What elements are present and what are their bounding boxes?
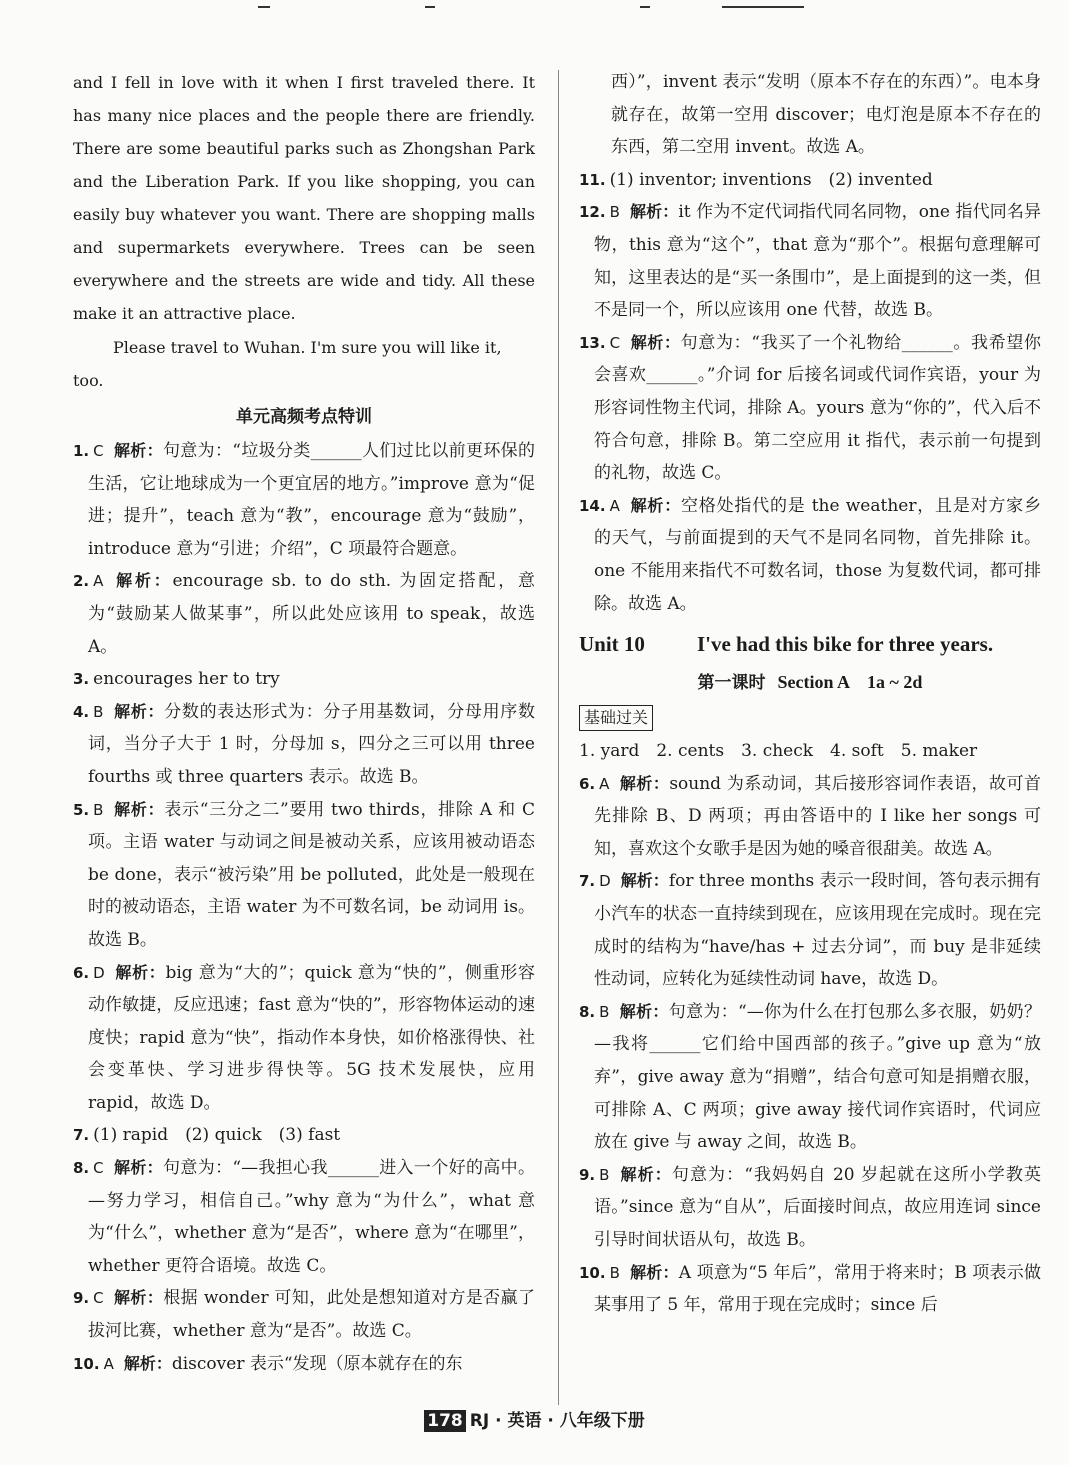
answer-item [579,1159,1041,1257]
item-text: 句意为：“我买了一个礼物给______。我希望你会喜欢______。”介词 for 后接名词或代词作宾语，your 为形容词性物主代词，排除 A。yours 意为“你的”，代入后不符合句意，排除 B。第二空应用 it 指代，表示前一句提到的礼物，故选 C。 [594,332,1041,484]
item-number: 7. [73,1126,90,1145]
vocab-answers: 1. yard 2. cents 3. check 4. soft 5. maker [579,741,978,762]
item-number: 8. [73,1159,90,1178]
item-text: A 项意为“5 年后”，常用于将来时；B 项表示做某事用了 5 年，常用于现在完成时；since 后 [594,1262,1041,1316]
item-number: 9. [579,1165,596,1184]
answer-item [73,957,535,1120]
lesson-section: Section A 1a ~ 2d [777,672,923,693]
item-number: 3. [73,670,90,689]
item-number: 8. [579,1002,596,1021]
item-text: encourage sb. to do sth. 为固定搭配，意为“鼓励某人做某事”，所以此处应该用 to speak，故选 A。 [88,571,535,657]
item-analysis-label: 解析： [113,1288,164,1308]
item-answer: A [609,496,620,515]
basic-practice-label: 基础过关 [579,705,653,731]
lesson-cn: 第一课时 [697,673,766,694]
unit-number: Unit 10 [579,632,645,657]
item-number: 7. [579,872,596,891]
item-number: 9. [73,1289,90,1308]
answer-item [73,1282,535,1347]
lesson-title [579,664,1041,701]
answer-item [579,490,1041,620]
item-answer: D [599,872,611,891]
answer-item [73,663,535,696]
item-answer: B [609,1263,620,1282]
item-analysis-label: 解析： [619,1001,669,1021]
item-answer: A [103,1354,114,1373]
item-analysis-label: 解析： [113,571,173,591]
item-number: 12. [579,203,606,222]
item-text: it 作为不定代词指代同名同物，one 指代同名异物，this 意为“这个”，that 意为“那个”。根据句意理解可知，这里表达的是“买一条围巾”，是上面提到的这一类，但不是同一个，所以应该用 one 代替，故选 B。 [594,202,1041,321]
item-answer: B [93,800,104,819]
item-answer: B [93,702,104,721]
item-answer: A [599,774,610,793]
item-number: 13. [579,333,606,352]
answer-item [579,1257,1041,1322]
answer-list-left [73,435,535,1380]
answer-item [579,768,1041,866]
answer-item [579,996,1041,1159]
item-answer: B [599,1165,610,1184]
item-analysis-label: 解析： [629,495,681,515]
item-text: 空格处指代的是 the weather，且是对方家乡的天气，与前面提到的天气不是同名同物，首先排除 it。one 不能用来指代不可数名词，those 为复数代词，都可排除。故选 A。 [594,495,1041,614]
item-answer: C [93,1159,104,1178]
answer-continuation: 西）”，invent 表示“发明（原本不存在的东西）”。电本身就存在，故第一空用 discover；电灯泡是原本不存在的东西，第二空用 invent。故选 A。 [611,72,1041,158]
answer-item [579,164,1041,197]
footer-text: RJ · 英语 · 八年级下册 [469,1411,645,1431]
item-text: big 意为“大的”；quick 意为“快的”，侧重形容动作敏捷，反应迅速；fast 意为“快的”，形容物体运动的速度快；rapid 意为“快”，指动作本身快，如价格涨得快、社会变革快、学习进步得快等。5G 技术发展快，应用 rapid，故选 D。 [88,962,535,1113]
item-text: 句意为：“我妈妈自 20 岁起就在这所小学教英语。”since 意为“自从”，后面接时间点，故应用连词 since 引导时间状语从句，故选 B。 [594,1164,1041,1250]
passage-paragraph: and I fell in love with it when I first traveled there. It has many nice places and the people there are friendly. There are some beautiful parks such as Zhongshan Park and the Liberation Park. If you like shopping, you can easily buy whatever you want. There are shopping malls and supermarkets everywhere. Trees can be seen everywhere and the streets are wide and tidy. All these make it an attractive place. [73,73,535,323]
item-number: 1. [73,442,90,460]
item-answer: C [93,1289,104,1308]
item-text: 句意为：“—你为什么在打包那么多衣服，奶奶？—我将______它们给中国西部的孩子。”give up 意为“放弃”，give away 意为“捐赠”，结合句意可知是捐赠衣服，可排除 A、C 两项；give away 接代词作宾语时，代词应放在 give 与 away 之间，故选 B。 [594,1001,1041,1153]
unit-title [579,624,1041,664]
answer-item [73,1348,535,1381]
answer-item [73,565,535,663]
item-analysis-label: 解析： [113,1158,164,1178]
item-answer: D [93,963,105,982]
item-text: encourages her to try [93,669,280,690]
answer-list-right [579,164,1041,620]
answer-item [73,435,535,565]
answer-item [73,794,535,957]
column-divider [558,70,559,1405]
right-column [579,66,1041,1322]
item-analysis-label: 解析： [619,1164,672,1184]
item-text: for three months 表示一段时间，答句表示拥有小汽车的状态一直持续到现在，应该用现在完成时。现在完成时的结构为“have/has + 过去分词”，而 buy 是非延续性动词，应转化为延续性动词 have，故选 D。 [594,871,1041,990]
item-answer: A [93,572,104,591]
item-number: 14. [579,496,606,515]
item-text: (1) inventor; inventions (2) invented [609,169,933,190]
item-analysis-label: 解析： [619,773,670,793]
item-analysis-label: 解析： [114,962,166,982]
item-analysis-label: 解析： [113,701,165,721]
item-number: 5. [73,800,90,819]
section-heading: 单元高频考点特训 [236,407,372,427]
item-analysis-label: 解析： [629,202,679,222]
item-number: 10. [73,1354,100,1373]
item-text: sound 为系动词，其后接形容词作表语，故可首先排除 B、D 两项；再由答语中的 I like her songs 可知，喜欢这个女歌手是因为她的嗓音很甜美。故选 A。 [594,773,1041,859]
item-text: 表示“三分之二”要用 two thirds，排除 A 和 C 项。主语 water 与动词之间是被动关系，应该用被动语态 be done，表示“被污染”用 be polluted，此处是一般现在时的被动语态，主语 water 为不可数名词，be 动词用 is。故选 B。 [88,799,535,950]
item-analysis-label: 解析： [630,332,681,352]
answer-item [579,196,1041,326]
answer-item [73,1152,535,1282]
item-answer: B [599,1002,610,1021]
item-text: 句意为：“—我担心我______进入一个好的高中。—努力学习，相信自己。”why 意为“为什么”，what 意为“什么”，whether 意为“是否”，where 意为“在哪里”，whether 更符合语境。故选 C。 [88,1158,535,1276]
item-number: 4. [73,702,90,721]
item-text: 句意为：“垃圾分类______人们过比以前更环保的生活，它让地球成为一个更宜居的地方。”improve 意为“促进；提升”，teach 意为“教”，encourage 意为“鼓励”，introduce 意为“引进；介绍”，C 项最符合题意。 [88,441,536,559]
item-text: (1) rapid (2) quick (3) fast [93,1125,341,1146]
page-footer [0,1406,1069,1432]
page-number: 178 [424,1410,466,1432]
item-text: discover 表示“发现（原本就存在的东 [171,1353,463,1374]
item-number: 2. [73,572,90,591]
item-number: 10. [579,1263,606,1282]
answer-item [579,327,1041,490]
item-number: 6. [579,774,596,793]
left-column [73,66,535,1380]
answer-list-right-2 [579,768,1041,1322]
item-number: 6. [73,963,90,982]
item-answer: B [609,203,620,222]
answer-item [73,1119,535,1152]
item-answer: C [609,333,621,352]
item-text: 分数的表达形式为：分子用基数词，分母用序数词，当分子大于 1 时，分母加 s，四分之三可以用 three fourths 或 three quarters 表示。故选 B。 [88,701,535,787]
item-number: 11. [579,170,606,189]
passage-closing: Please travel to Wuhan. I'm sure you will like it, too. [73,338,502,390]
item-analysis-label: 解析： [629,1262,679,1282]
unit-subtitle: I've had this bike for three years. [696,632,994,657]
answer-item [579,865,1041,995]
item-analysis-label: 解析： [123,1353,172,1373]
item-analysis-label: 解析： [113,441,163,460]
top-edge-marks [0,0,1069,14]
item-text: 根据 wonder 可知，此处是想知道对方是否赢了拔河比赛，whether 意为“是否”。故选 C。 [88,1288,535,1342]
item-answer: C [93,442,104,460]
answer-item [73,696,535,794]
item-analysis-label: 解析： [620,871,669,891]
item-analysis-label: 解析： [113,799,165,819]
